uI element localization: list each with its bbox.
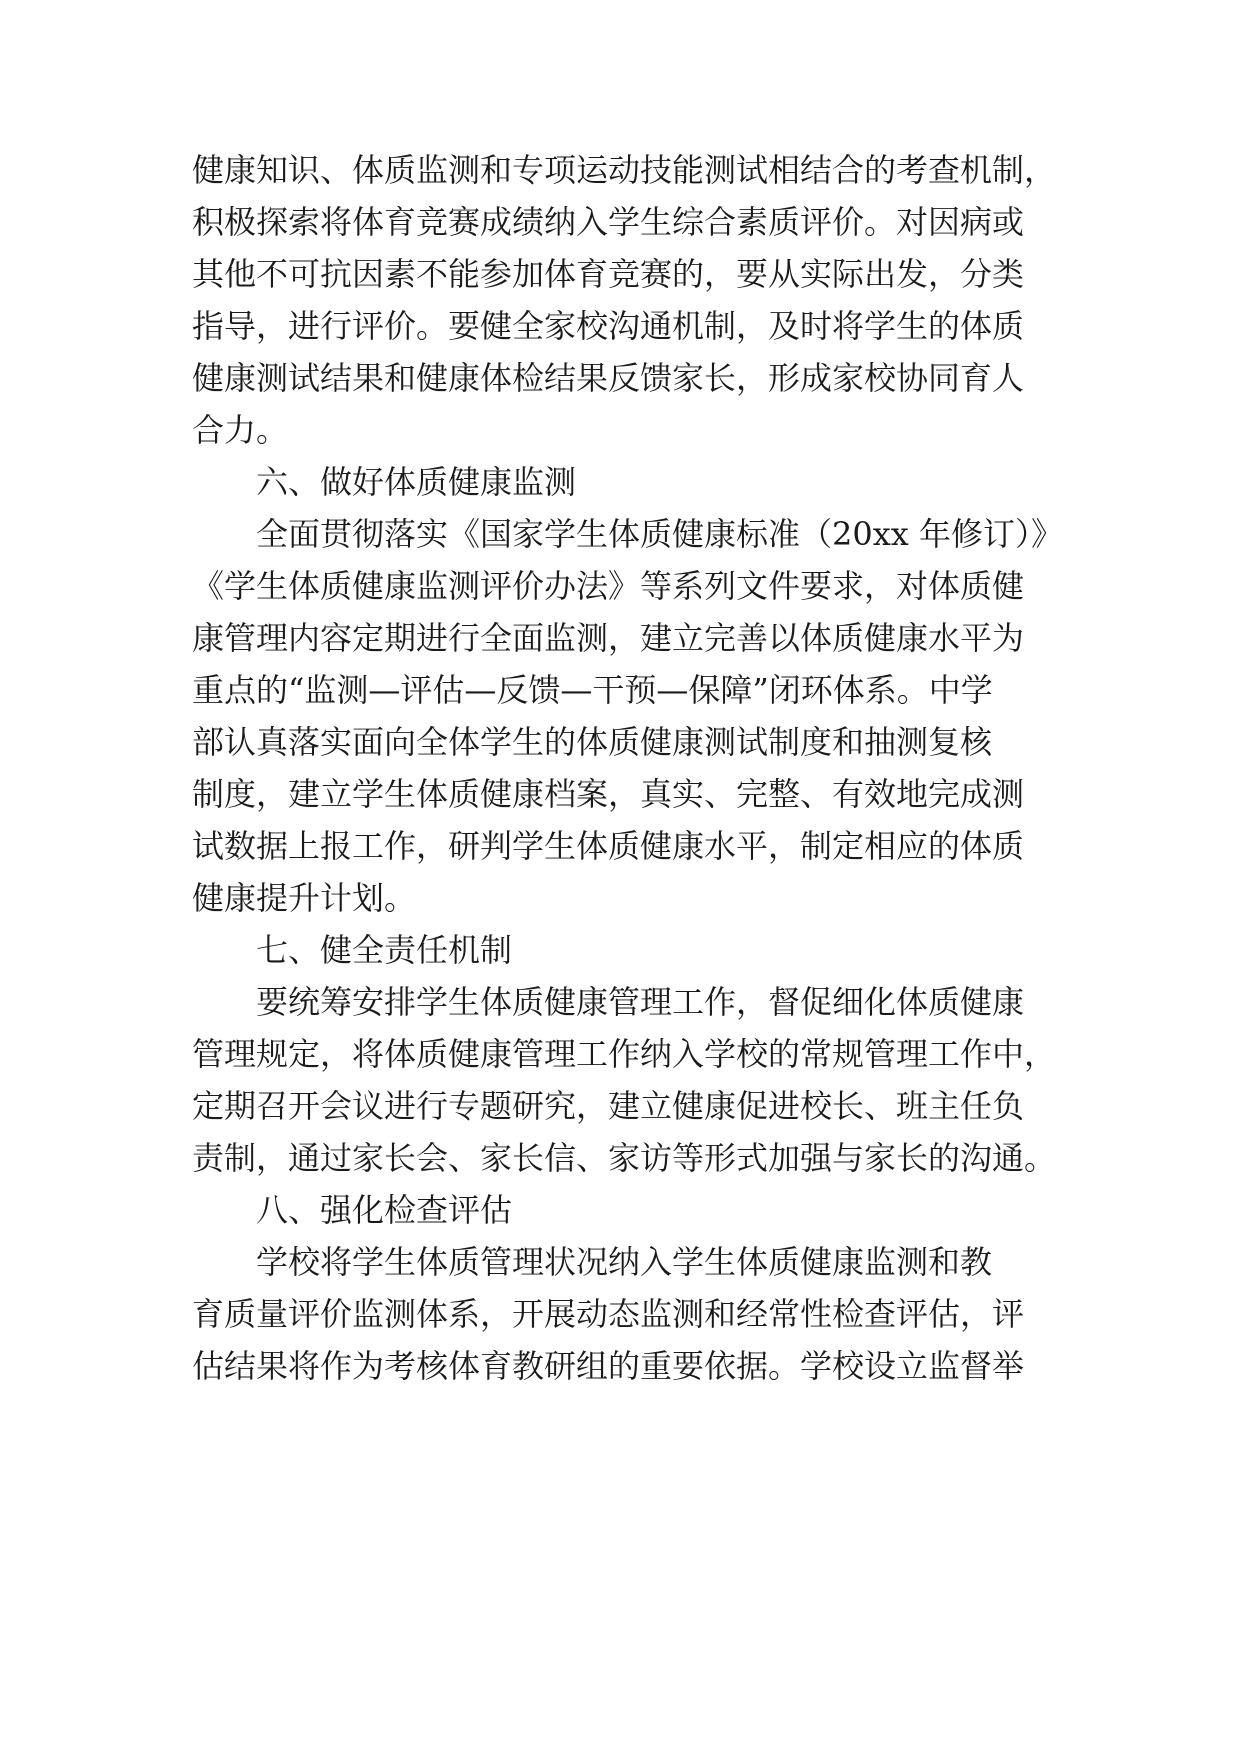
text-line: 《学生体质健康监测评价办法》等系列文件要求，对体质健 [192,567,1025,605]
section-heading: 八、强化检查评估 [256,1191,513,1229]
text-line: 管理规定，将体质健康管理工作纳入学校的常规管理工作中， [192,1035,1057,1073]
text-line: 健康知识、体质监测和专项运动技能测试相结合的考查机制， [192,151,1057,189]
paragraph-first-line: 要统筹安排学生体质健康管理工作，督促细化体质健康 [256,983,1025,1021]
text-line: 合力。 [192,411,289,449]
section-heading: 六、做好体质健康监测 [256,463,577,501]
text-line: 其他不可抗因素不能参加体育竞赛的，要从实际出发，分类 [192,255,1025,293]
text-line: 估结果将作为考核体育教研组的重要依据。学校设立监督举 [192,1347,1025,1385]
text-line: 指导，进行评价。要健全家校沟通机制，及时将学生的体质 [192,307,1025,345]
section-heading: 七、健全责任机制 [256,931,513,969]
text-line: 责制，通过家长会、家长信、家访等形式加强与家长的沟通。 [192,1139,1057,1177]
text-line: 积极探索将体育竞赛成绩纳入学生综合素质评价。对因病或 [192,203,1025,241]
paragraph-first-line: 全面贯彻落实《国家学生体质健康标准（20xx 年修订）》 [256,515,1063,553]
text-line: 重点的“监测—评估—反馈—干预—保障”闭环体系。中学 [192,671,993,709]
text-line: 定期召开会议进行专题研究，建立健康促进校长、班主任负 [192,1087,1025,1125]
text-line: 试数据上报工作，研判学生体质健康水平，制定相应的体质 [192,827,1025,865]
paragraph-first-line: 学校将学生体质管理状况纳入学生体质健康监测和教 [256,1243,993,1281]
text-line: 健康测试结果和健康体检结果反馈家长，形成家校协同育人 [192,359,1025,397]
text-line: 育质量评价监测体系，开展动态监测和经常性检查评估，评 [192,1295,1025,1333]
text-line: 制度，建立学生体质健康档案，真实、完整、有效地完成测 [192,775,1025,813]
text-line: 健康提升计划。 [192,879,417,917]
text-line: 康管理内容定期进行全面监测，建立完善以体质健康水平为 [192,619,1025,657]
text-line: 部认真落实面向全体学生的体质健康测试制度和抽测复核 [192,723,993,761]
